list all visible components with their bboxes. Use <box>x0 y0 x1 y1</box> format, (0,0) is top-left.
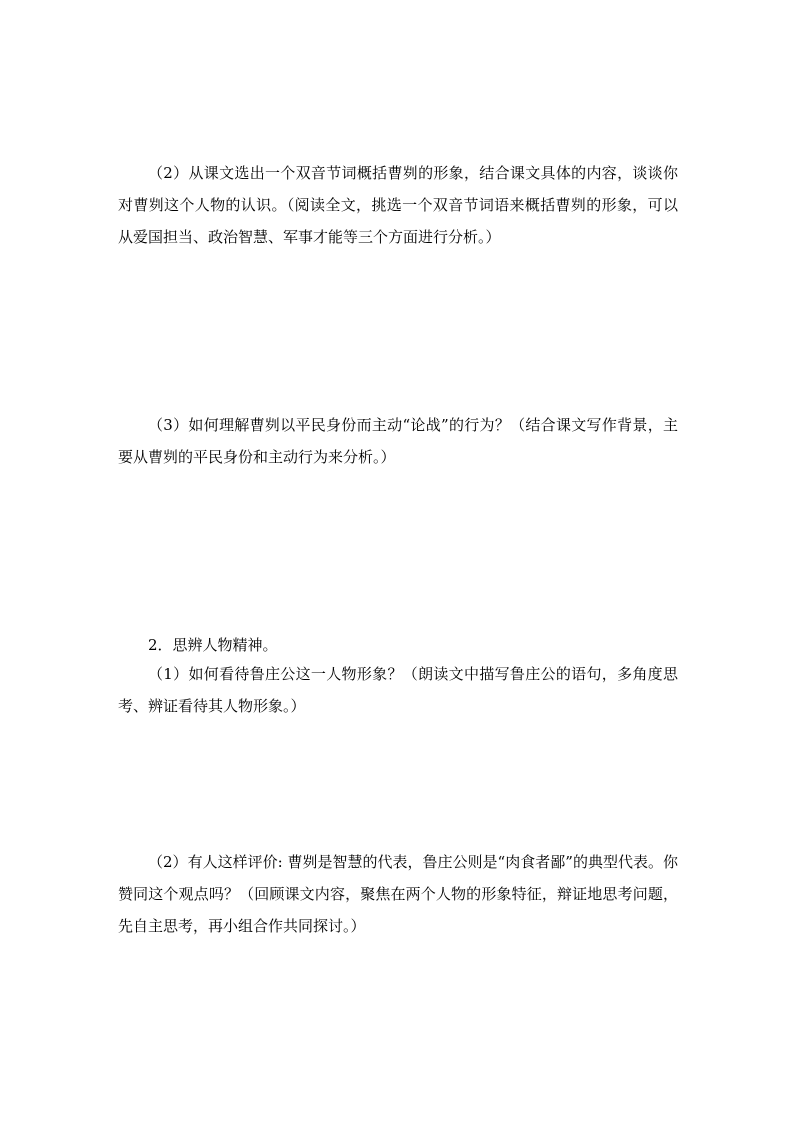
section-heading-character-spirit: 2．思辨人物精神。 <box>148 636 278 654</box>
question-evaluation-debate: （2）有人这样评价: 曹刿是智慧的代表，鲁庄公则是“肉食者鄙”的典型代表。你赞同这个观点吗？（回顾课文内容，聚焦在两个人物的形象特征，辩证地思考问题，先自主思考，再小组合作共同探讨。） <box>118 853 678 935</box>
question-caogui-civilian: （3）如何理解曹刿以平民身份而主动“论战”的行为？（结合课文写作背景，主要从曹刿的平民身份和主动行为来分析。） <box>118 416 678 466</box>
question-caogui-image: （2）从课文选出一个双音节词概括曹刿的形象，结合课文具体的内容，谈谈你对曹刿这个人物的认识。（阅读全文，挑选一个双音节词语来概括曹刿的形象，可以从爱国担当、政治智慧、军事才能等三个方面进行分析。） <box>118 164 678 246</box>
question-lu-zhuanggong: （1）如何看待鲁庄公这一人物形象？（朗读文中描写鲁庄公的语句，多角度思考、辨证看待其人物形象。） <box>118 665 678 715</box>
